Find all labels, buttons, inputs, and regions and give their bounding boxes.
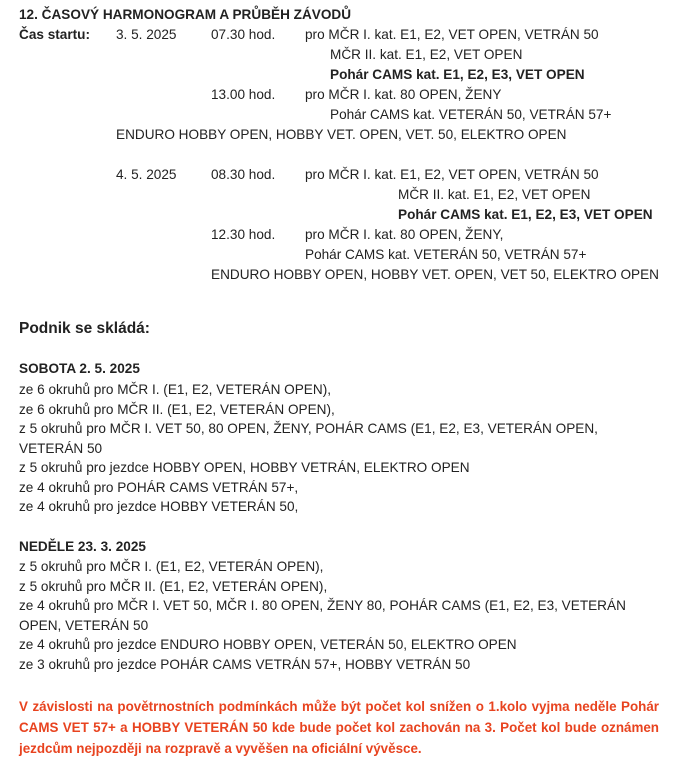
list-item: ze 4 okruhů pro POHÁR CAMS VETRÁN 57+, bbox=[19, 479, 299, 495]
day2-slot1-line3: Pohár CAMS kat. E1, E2, E3, VET OPEN bbox=[398, 207, 653, 222]
day2-date: 4. 5. 2025 bbox=[116, 167, 177, 182]
day2-slot2-line3: ENDURO HOBBY OPEN, HOBBY VET. OPEN, VET 50, ELEKTRO OPEN bbox=[211, 267, 659, 282]
list-item: z 5 okruhů pro MČR II. (E1, E2, VETERÁN OPEN), bbox=[19, 578, 328, 594]
day2-slot1-line1: pro MČR I. kat. E1, E2, VET OPEN, VETRÁN 50 bbox=[305, 167, 599, 182]
list-item: z 5 okruhů pro MČR I. VET 50, 80 OPEN, ŽENY, POHÁR CAMS (E1, E2, E3, VETERÁN OPEN, VETERÁN 50 bbox=[19, 421, 598, 456]
day1-slot1-line3: Pohár CAMS kat. E1, E2, E3, VET OPEN bbox=[330, 67, 585, 82]
day2-slot2-line1: pro MČR I. kat. 80 OPEN, ŽENY, bbox=[305, 227, 504, 242]
day2-slot1-line2: MČR II. kat. E1, E2, VET OPEN bbox=[398, 187, 591, 202]
day1-slot2-line1: pro MČR I. kat. 80 OPEN, ŽENY bbox=[305, 87, 502, 102]
list-item: z 5 okruhů pro jezdce HOBBY OPEN, HOBBY VETRÁN, ELEKTRO OPEN bbox=[19, 460, 470, 475]
list-item: ze 6 okruhů pro MČR I. (E1, E2, VETERÁN OPEN), bbox=[19, 382, 331, 397]
list-item: ze 4 okruhů pro jezdce ENDURO HOBBY OPEN, VETERÁN 50, ELEKTRO OPEN bbox=[19, 637, 517, 652]
weather-notice: V závislosti na povětrnostních podmínkách může být počet kol snížen o 1.kolo vyjma neděle Pohár CAMS VET 57+ a HOBBY VETERÁN 50 kde bude počet kol zachován na 3. Počet kol bude oznámen jezdcům nejpozději na rozpravě a vyvěšen na oficiální vývěsce. bbox=[19, 699, 659, 756]
day2-slot2-time: 12.30 hod. bbox=[211, 227, 276, 242]
list-item: ze 4 okruhů pro MČR I. VET 50, MČR I. 80 OPEN, ŽENY 80, POHÁR CAMS (E1, E2, E3, VETERÁN OPEN, VETERÁN 50 bbox=[19, 598, 626, 633]
day1-slot1-line1: pro MČR I. kat. E1, E2, VET OPEN, VETRÁN 50 bbox=[305, 27, 599, 42]
saturday-list bbox=[19, 380, 659, 517]
day1-date: 3. 5. 2025 bbox=[116, 27, 177, 42]
composition-heading: Podnik se skládá: bbox=[19, 320, 150, 337]
day1-slot2-time: 13.00 hod. bbox=[211, 87, 276, 102]
list-item: ze 6 okruhů pro MČR II. (E1, E2, VETERÁN OPEN), bbox=[19, 401, 335, 417]
day1-slot2-line3: ENDURO HOBBY OPEN, HOBBY VET. OPEN, VET. 50, ELEKTRO OPEN bbox=[116, 127, 567, 142]
sunday-title: NEDĚLE 23. 3. 2025 bbox=[19, 539, 146, 554]
day1-slot2-line2: Pohár CAMS kat. VETERÁN 50, VETRÁN 57+ bbox=[330, 107, 612, 122]
section-heading: 12. ČASOVÝ HARMONOGRAM A PRŮBĚH ZÁVODŮ bbox=[19, 7, 352, 22]
sunday-list bbox=[19, 557, 659, 674]
list-item: ze 4 okruhů pro jezdce HOBBY VETERÁN 50, bbox=[19, 499, 299, 514]
day2-slot2-line2: Pohár CAMS kat. VETERÁN 50, VETRÁN 57+ bbox=[305, 247, 587, 262]
day1-slot1-line2: MČR II. kat. E1, E2, VET OPEN bbox=[330, 47, 523, 62]
day2-slot1-time: 08.30 hod. bbox=[211, 167, 276, 182]
start-label: Čas startu: bbox=[19, 27, 91, 42]
saturday-title: SOBOTA 2. 5. 2025 bbox=[19, 361, 140, 376]
day1-slot1-time: 07.30 hod. bbox=[211, 27, 276, 42]
list-item: ze 3 okruhů pro jezdce POHÁR CAMS VETRÁN 57+, HOBBY VETRÁN 50 bbox=[19, 656, 471, 672]
list-item: z 5 okruhů pro MČR I. (E1, E2, VETERÁN OPEN), bbox=[19, 559, 324, 574]
